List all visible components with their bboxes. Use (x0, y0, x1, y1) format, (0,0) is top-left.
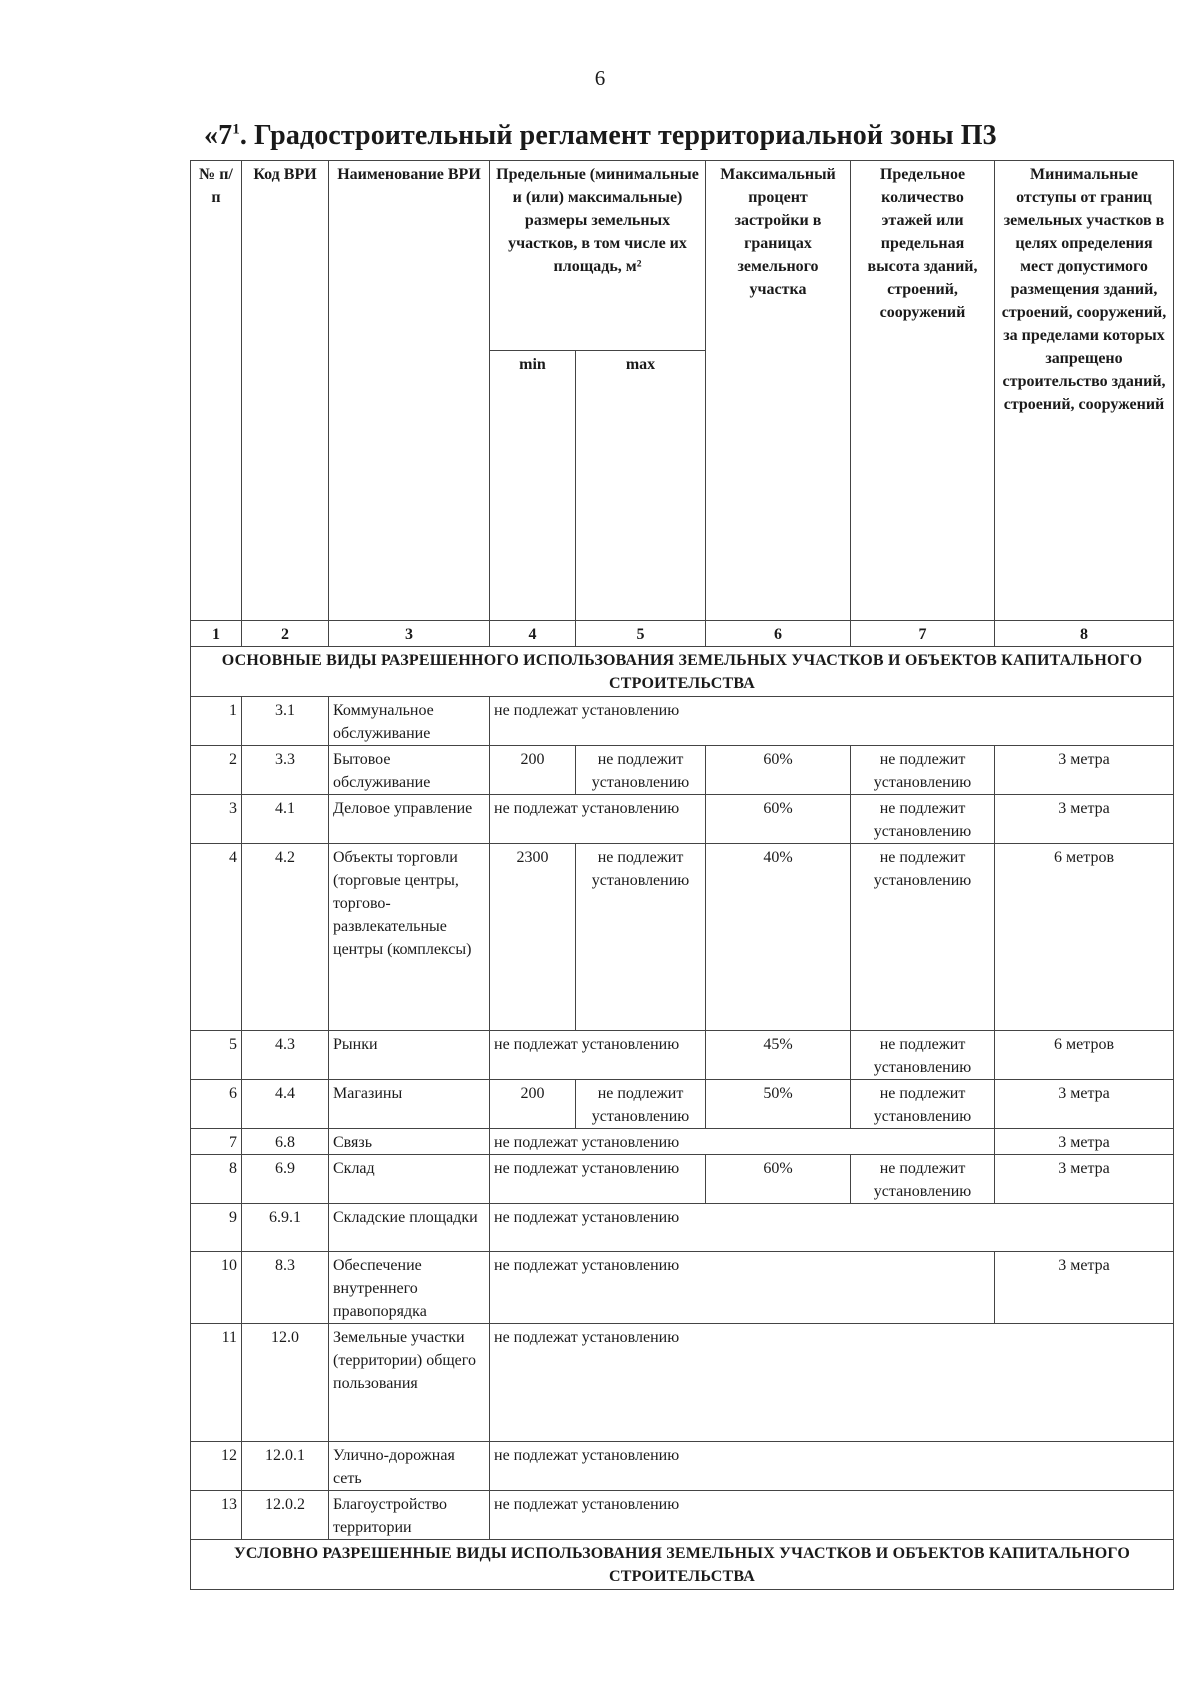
cell-floors: не подлежит установлению (851, 1155, 995, 1204)
header-max: max (576, 351, 706, 621)
cell-setback: 6 метров (995, 1031, 1174, 1080)
cell-setback: 3 метра (995, 1252, 1174, 1324)
cell-name: Коммунальное обслуживание (329, 697, 490, 746)
table-row (191, 697, 1174, 746)
cell-no: 5 (191, 1031, 242, 1080)
cell-name: Обеспечение внутреннего правопорядка (329, 1252, 490, 1324)
column-number: 5 (576, 621, 706, 647)
header-max-percent: Максимальный процент застройки в границах земельного участка (706, 161, 851, 621)
cell-span: не подлежат установлению (490, 1491, 1174, 1540)
cell-code: 12.0 (242, 1324, 329, 1442)
cell-code: 4.4 (242, 1080, 329, 1129)
cell-floors: не подлежит установлению (851, 1031, 995, 1080)
cell-percent: 60% (706, 795, 851, 844)
header-setbacks: Минимальные отступы от границ земельных участков в целях определения мест допустимого размещения зданий, строений, сооружений, за пределами которых запрещено строительство зданий, строений, сооружений (995, 161, 1174, 621)
cell-name: Улично-дорожная сеть (329, 1442, 490, 1491)
cell-name: Благоустройство территории (329, 1491, 490, 1540)
cell-name: Земельные участки (территории) общего пользования (329, 1324, 490, 1442)
cell-no: 9 (191, 1204, 242, 1252)
column-number: 7 (851, 621, 995, 647)
cell-max: не подлежит установлению (576, 844, 706, 1031)
cell-setback: 6 метров (995, 844, 1174, 1031)
cell-code: 3.3 (242, 746, 329, 795)
section-main-heading: ОСНОВНЫЕ ВИДЫ РАЗРЕШЕННОГО ИСПОЛЬЗОВАНИЯ ЗЕМЕЛЬНЫХ УЧАСТКОВ И ОБЪЕКТОВ КАПИТАЛЬНОГО СТРОИТЕЛЬСТВА (191, 647, 1174, 697)
table-row (191, 1204, 1174, 1252)
cell-no: 11 (191, 1324, 242, 1442)
cell-no: 12 (191, 1442, 242, 1491)
cell-span: не подлежат установлению (490, 1204, 1174, 1252)
cell-no: 4 (191, 844, 242, 1031)
cell-span: не подлежат установлению (490, 1129, 995, 1155)
table-row (191, 795, 1174, 844)
table-row (191, 1129, 1174, 1155)
cell-no: 7 (191, 1129, 242, 1155)
cell-setback: 3 метра (995, 1155, 1174, 1204)
cell-floors: не подлежит установлению (851, 746, 995, 795)
column-number: 3 (329, 621, 490, 647)
cell-code: 12.0.2 (242, 1491, 329, 1540)
cell-minmax: не подлежат установлению (490, 795, 706, 844)
header-code: Код ВРИ (242, 161, 329, 621)
cell-no: 8 (191, 1155, 242, 1204)
header-name: Наименование ВРИ (329, 161, 490, 621)
table-row (191, 844, 1174, 1031)
cell-name: Магазины (329, 1080, 490, 1129)
cell-floors: не подлежит установлению (851, 795, 995, 844)
cell-minmax: не подлежат установлению (490, 1031, 706, 1080)
cell-code: 3.1 (242, 697, 329, 746)
table-row (191, 1442, 1174, 1491)
cell-name: Бытовое обслуживание (329, 746, 490, 795)
cell-name: Складские площадки (329, 1204, 490, 1252)
cell-setback: 3 метра (995, 1129, 1174, 1155)
cell-code: 6.9.1 (242, 1204, 329, 1252)
cell-span: не подлежат установлению (490, 697, 1174, 746)
cell-span: не подлежат установлению (490, 1442, 1174, 1491)
header-no: № п/п (191, 161, 242, 621)
cell-min: 200 (490, 1080, 576, 1129)
cell-code: 4.3 (242, 1031, 329, 1080)
regulation-table (190, 160, 1174, 1590)
cell-name: Склад (329, 1155, 490, 1204)
header-min: min (490, 351, 576, 621)
document-title (204, 120, 997, 152)
table-row (191, 1155, 1174, 1204)
cell-no: 1 (191, 697, 242, 746)
cell-max: не подлежит установлению (576, 746, 706, 795)
column-number: 2 (242, 621, 329, 647)
cell-code: 12.0.1 (242, 1442, 329, 1491)
cell-percent: 45% (706, 1031, 851, 1080)
cell-name: Деловое управление (329, 795, 490, 844)
title-superscript: 1 (232, 121, 240, 138)
cell-percent: 50% (706, 1080, 851, 1129)
cell-floors: не подлежит установлению (851, 844, 995, 1031)
cell-no: 3 (191, 795, 242, 844)
cell-name: Связь (329, 1129, 490, 1155)
cell-no: 10 (191, 1252, 242, 1324)
table-row (191, 1324, 1174, 1442)
cell-minmax: не подлежат установлению (490, 1155, 706, 1204)
cell-setback: 3 метра (995, 746, 1174, 795)
header-floors: Предельное количество этажей или предельная высота зданий, строений, сооружений (851, 161, 995, 621)
column-number: 8 (995, 621, 1174, 647)
cell-min: 200 (490, 746, 576, 795)
cell-floors: не подлежит установлению (851, 1080, 995, 1129)
table-row (191, 1252, 1174, 1324)
cell-no: 2 (191, 746, 242, 795)
table-row (191, 746, 1174, 795)
page-number: 6 (594, 66, 606, 90)
column-number-row (191, 621, 1174, 647)
header-size-group: Предельные (минимальные и (или) максимальные) размеры земельных участков, в том числе их площадь, м² (490, 161, 706, 351)
table-row (191, 1491, 1174, 1540)
cell-span: не подлежат установлению (490, 1324, 1174, 1442)
cell-no: 13 (191, 1491, 242, 1540)
cell-code: 6.8 (242, 1129, 329, 1155)
cell-percent: 60% (706, 746, 851, 795)
cell-max: не подлежит установлению (576, 1080, 706, 1129)
cell-setback: 3 метра (995, 795, 1174, 844)
cell-span: не подлежат установлению (490, 1252, 995, 1324)
cell-code: 8.3 (242, 1252, 329, 1324)
cell-percent: 60% (706, 1155, 851, 1204)
cell-percent: 40% (706, 844, 851, 1031)
column-number: 4 (490, 621, 576, 647)
table-row (191, 1031, 1174, 1080)
cell-code: 6.9 (242, 1155, 329, 1204)
cell-name: Объекты торговли (торговые центры, торгово-развлекательные центры (комплексы) (329, 844, 490, 1031)
cell-min: 2300 (490, 844, 576, 1031)
title-prefix: «7 (204, 120, 233, 151)
title-text: . Градостроительный регламент территориальной зоны П3 (239, 120, 997, 151)
table-row (191, 1080, 1174, 1129)
cell-setback: 3 метра (995, 1080, 1174, 1129)
cell-code: 4.1 (242, 795, 329, 844)
cell-code: 4.2 (242, 844, 329, 1031)
column-number: 1 (191, 621, 242, 647)
cell-no: 6 (191, 1080, 242, 1129)
cell-name: Рынки (329, 1031, 490, 1080)
section-conditional-heading: УСЛОВНО РАЗРЕШЕННЫЕ ВИДЫ ИСПОЛЬЗОВАНИЯ ЗЕМЕЛЬНЫХ УЧАСТКОВ И ОБЪЕКТОВ КАПИТАЛЬНОГО СТРОИТЕЛЬСТВА (191, 1540, 1174, 1590)
column-number: 6 (706, 621, 851, 647)
